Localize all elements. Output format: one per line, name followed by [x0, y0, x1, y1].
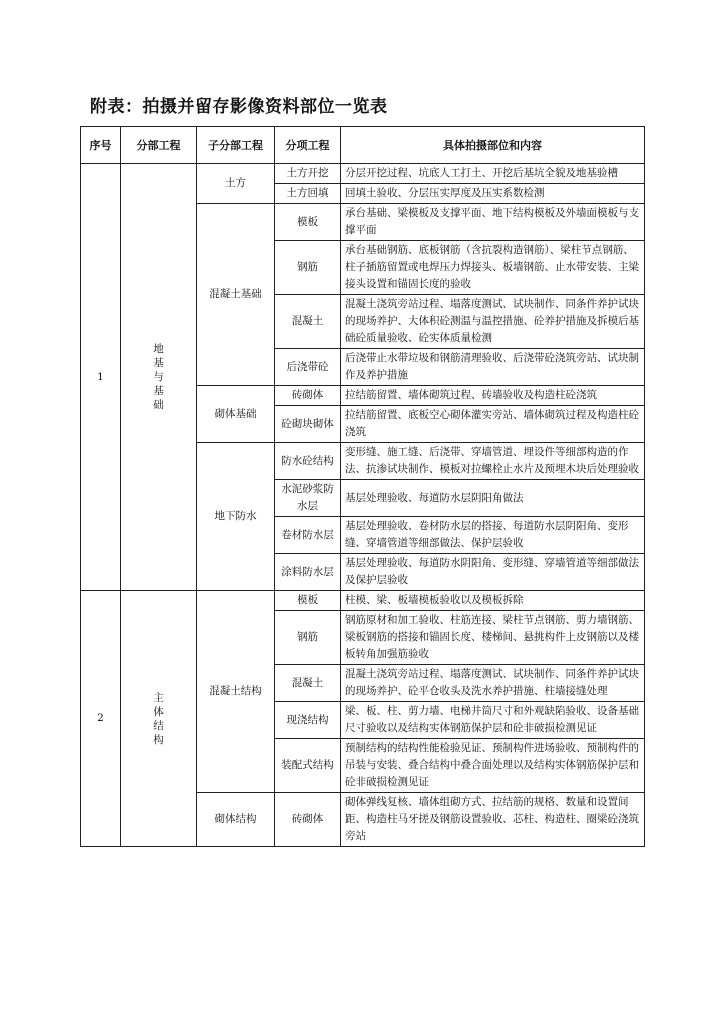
content-cell: 混凝土浇筑旁站过程、塌落度测试、试块制作、同条件养护试块的现场养护、大体积砼测温与温控措施、砼养护措施及拆模后基础砼质量验收、砼实体质量检测	[341, 295, 645, 349]
item-cell: 土方开挖	[275, 164, 341, 184]
subdivision-cell: 砌体基础	[197, 386, 275, 443]
content-cell: 拉结筋留置、底板空心砌体灌实旁站、墙体砌筑过程及构造柱砼浇筑	[341, 406, 645, 443]
content-cell: 拉结筋留置、墙体砌筑过程、砖墙验收及构造柱砼浇筑	[341, 386, 645, 406]
subdivision-cell: 砌体结构	[197, 793, 275, 847]
division-cell	[121, 164, 197, 591]
item-cell: 模板	[275, 591, 341, 611]
content-cell: 柱模、梁、板墙模板验收以及模板拆除	[341, 591, 645, 611]
content-cell: 后浇带止水带垃圾和钢筋清理验收、后浇带砼浇筑旁站、试块制作及养护措施	[341, 349, 645, 386]
item-cell: 砖砌体	[275, 793, 341, 847]
subdivision-cell: 地下防水	[197, 443, 275, 591]
item-cell: 砼砌块砌体	[275, 406, 341, 443]
item-cell: 卷材防水层	[275, 517, 341, 554]
header-item: 分项工程	[275, 127, 341, 164]
content-cell: 承台基础钢筋、底板钢筋（含抗裂构造钢筋）、梁柱节点钢筋、柱子插筋留置或电焊压力焊接头、板墙钢筋、止水带安装、主梁接头设置和锚固长度的验收	[341, 241, 645, 295]
item-cell: 装配式结构	[275, 739, 341, 793]
header-subdivision: 子分部工程	[197, 127, 275, 164]
division-label: 地基与基础	[153, 343, 164, 411]
item-cell: 后浇带砼	[275, 349, 341, 386]
table-row	[81, 591, 645, 611]
content-cell: 基层处理验收、卷材防水层的搭接、每道防水层阴阳角、变形缝、穿墙管道等细部做法、保护层验收	[341, 517, 645, 554]
content-cell: 变形缝、施工缝、后浇带、穿墙管道、埋设件等细部构造的作法、抗渗试块制作、模板对拉螺栓止水片及预埋木块后处理验收	[341, 443, 645, 480]
item-cell: 模板	[275, 204, 341, 241]
seq-cell: 1	[81, 164, 121, 591]
division-label: 主体结构	[153, 691, 164, 746]
photo-record-table	[80, 126, 645, 847]
item-cell: 现浇结构	[275, 702, 341, 739]
item-cell: 钢筋	[275, 611, 341, 665]
content-cell: 砌体弹线复核、墙体组砌方式、拉结筋的规格、数量和设置间距、构造柱马牙搓及钢筋设置验收、芯柱、构造柱、圈梁砼浇筑旁站	[341, 793, 645, 847]
content-cell: 预制结构的结构性能检验见证、预制构件进场验收、预制构件的吊装与安装、叠合结构中叠合面处理以及结构实体钢筋保护层和砼非破损检测见证	[341, 739, 645, 793]
subdivision-cell: 混凝土基础	[197, 204, 275, 386]
seq-cell: 2	[81, 591, 121, 847]
page-title: 附表：拍摄并留存影像资料部位一览表	[90, 97, 388, 117]
content-cell: 承台基础、梁模板及支撑平面、地下结构模板及外墙面模板与支撑平面	[341, 204, 645, 241]
content-cell: 混凝土浇筑旁站过程、塌落度测试、试块制作、同条件养护试块的现场养护、砼平仓收头及洗水养护措施、柱墙接缝处理	[341, 665, 645, 702]
table-body	[81, 164, 645, 847]
table-header-row	[81, 127, 645, 164]
subdivision-cell: 混凝土结构	[197, 591, 275, 793]
header-content: 具体拍摄部位和内容	[341, 127, 645, 164]
subdivision-cell: 土方	[197, 164, 275, 204]
item-cell: 混凝土	[275, 295, 341, 349]
item-cell: 砖砌体	[275, 386, 341, 406]
item-cell: 混凝土	[275, 665, 341, 702]
content-cell: 基层处理验收、每道防水阴阳角、变形缝、穿墙管道等细部做法及保护层验收	[341, 554, 645, 591]
item-cell: 钢筋	[275, 241, 341, 295]
content-cell: 基层处理验收、每道防水层阴阳角做法	[341, 480, 645, 517]
item-cell: 土方回填	[275, 184, 341, 204]
header-seq: 序号	[81, 127, 121, 164]
division-cell	[121, 591, 197, 847]
content-cell: 钢筋原材和加工验收、柱筋连接、梁柱节点钢筋、剪力墙钢筋、梁板钢筋的搭接和锚固长度、楼梯间、悬挑构件上皮钢筋以及楼板转角加强筋验收	[341, 611, 645, 665]
content-cell: 分层开挖过程、坑底人工打土、开挖后基坑全貌及地基验槽	[341, 164, 645, 184]
table-row	[81, 164, 645, 184]
content-cell: 梁、板、柱、剪力墙、电梯井筒尺寸和外观缺陷验收、设备基础尺寸验收以及结构实体钢筋保护层和砼非破损检测见证	[341, 702, 645, 739]
content-cell: 回填土验收、分层压实厚度及压实系数检测	[341, 184, 645, 204]
item-cell: 涂料防水层	[275, 554, 341, 591]
item-cell: 水泥砂浆防水层	[275, 480, 341, 517]
header-division: 分部工程	[121, 127, 197, 164]
item-cell: 防水砼结构	[275, 443, 341, 480]
